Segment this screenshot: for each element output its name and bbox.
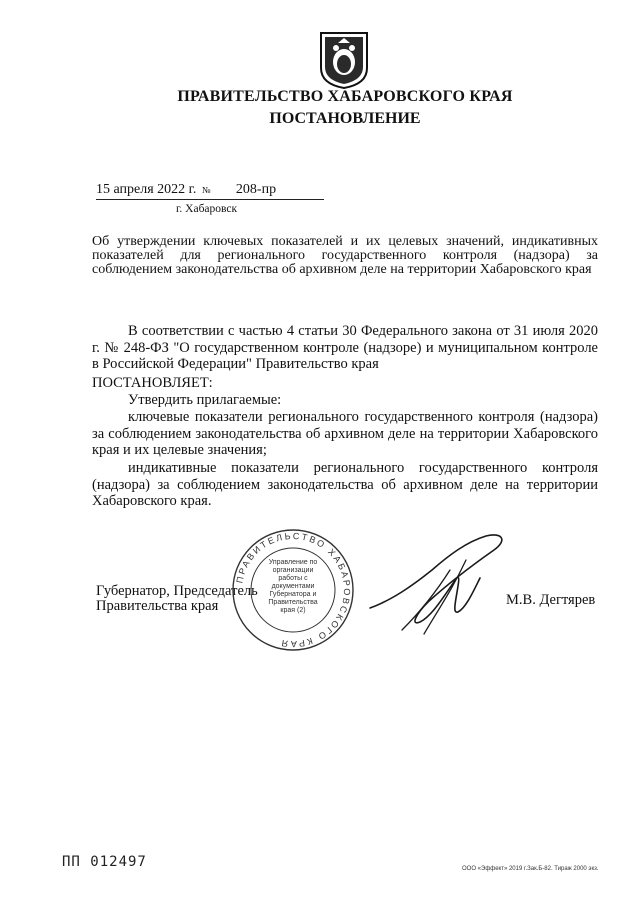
position-line-2: Правительства края — [96, 598, 219, 614]
organization-heading: ПРАВИТЕЛЬСТВО ХАБАРОВСКОГО КРАЯ — [177, 88, 513, 105]
number-sign: № — [201, 185, 211, 195]
stamp-ring-text: ПРАВИТЕЛЬСТВО ХАБАРОВСКОГО КРАЯ — [234, 530, 353, 650]
handwritten-signature — [362, 530, 512, 640]
form-serial-code: ПП 012497 — [62, 854, 147, 870]
official-stamp — [228, 525, 358, 655]
approve-paragraph: Утвердить прилагаемые: — [128, 392, 282, 408]
document-type-heading: ПОСТАНОВЛЕНИЕ — [269, 110, 421, 127]
stamp-center-text: Управление по организации работы с документами Губернатора и Правительства края (2) — [268, 559, 318, 614]
signatory-name: М.В. Дегтярев — [506, 592, 596, 608]
printing-info: ООО «Эффект» 2019 г.Зак.Б-82. Тираж 2000 экз. — [462, 866, 599, 872]
decree-word: ПОСТАНОВЛЯЕТ: — [92, 375, 213, 391]
preamble-paragraph: В соответствии с частью 4 статьи 30 Федерального закона от 31 июля 2020 г. № 248-ФЗ "О государственном контроле (надзоре) и муниципальном контроле в Российской Федерации" Правительство края — [92, 323, 598, 372]
key-indicators-paragraph: ключевые показатели регионального государственного контроля (надзора) за соблюдением законодательства об архивном деле на территории Хабаровского края и их целевые значения; — [92, 409, 598, 458]
position-line-1: Губернатор, Председатель — [96, 583, 258, 599]
city-name: г. Хабаровск — [176, 203, 238, 215]
coat-of-arms-emblem — [318, 30, 370, 90]
document-subject: Об утверждении ключевых показателей и их целевых значений, индикативных показателей для регионального государственного контроля (надзора) за соблюдением законодательства об архивном деле на территории Хабаровского края — [92, 234, 598, 277]
document-number: 208-пр — [235, 182, 277, 197]
document-date-number — [96, 182, 276, 198]
date-underline — [96, 199, 324, 200]
document-date: 15 апреля 2022 г. — [96, 182, 197, 197]
indicative-indicators-paragraph: индикативные показатели регионального государственного контроля (надзора) за соблюдением законодательства об архивном деле на территории Хабаровского края. — [92, 460, 598, 509]
